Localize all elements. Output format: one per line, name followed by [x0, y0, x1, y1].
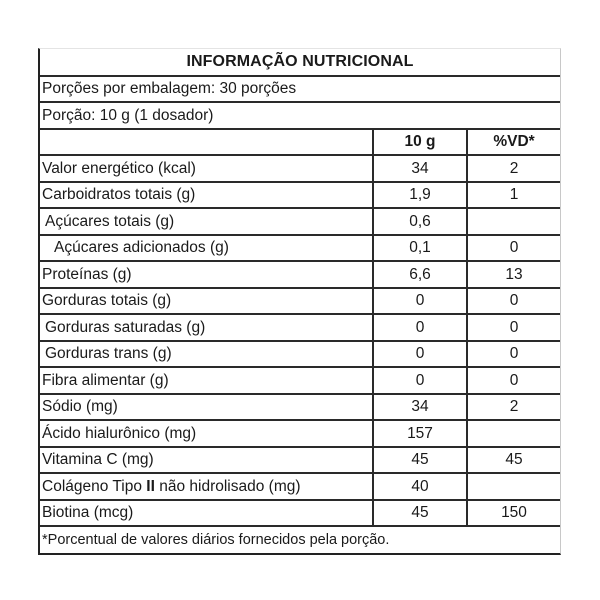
- nutrient-amount: 6,6: [373, 261, 467, 288]
- nutrient-daily-value: [467, 420, 560, 447]
- nutrient-daily-value: 150: [467, 500, 560, 527]
- nutrient-daily-value: 0: [467, 367, 560, 394]
- nutrition-facts-label: [38, 48, 561, 555]
- nutrient-amount: 0: [373, 314, 467, 341]
- nutrient-daily-value: 0: [467, 235, 560, 262]
- table-row: [40, 394, 560, 421]
- nutrient-name: Sódio (mg): [40, 394, 373, 421]
- nutrient-amount: 34: [373, 394, 467, 421]
- nutrient-daily-value: [467, 473, 560, 500]
- servings-per-package: Porções por embalagem: 30 porções: [40, 76, 560, 103]
- nutrient-amount: 0,1: [373, 235, 467, 262]
- serving-size-row: [40, 102, 560, 129]
- table-row: [40, 261, 560, 288]
- nutrient-daily-value: 45: [467, 447, 560, 474]
- table-row: [40, 367, 560, 394]
- label-title: INFORMAÇÃO NUTRICIONAL: [40, 49, 560, 76]
- nutrient-name: Açúcares adicionados (g): [40, 235, 373, 262]
- table-row: [40, 208, 560, 235]
- nutrient-daily-value: 2: [467, 394, 560, 421]
- nutrient-amount: 0: [373, 341, 467, 368]
- serving-size: Porção: 10 g (1 dosador): [40, 102, 560, 129]
- nutrient-name: Gorduras saturadas (g): [40, 314, 373, 341]
- table-row: [40, 155, 560, 182]
- nutrient-daily-value: 2: [467, 155, 560, 182]
- column-header-row: [40, 129, 560, 156]
- nutrient-daily-value: 0: [467, 314, 560, 341]
- table-row: [40, 500, 560, 527]
- nutrient-name-type-numeral: II: [146, 477, 155, 495]
- nutrient-amount: 34: [373, 155, 467, 182]
- column-header-amount: 10 g: [373, 129, 467, 156]
- nutrient-amount: 45: [373, 447, 467, 474]
- table-row: [40, 314, 560, 341]
- column-header-name: [40, 129, 373, 156]
- nutrient-name: Fibra alimentar (g): [40, 367, 373, 394]
- nutrient-name: Açúcares totais (g): [40, 208, 373, 235]
- nutrient-amount: 0: [373, 288, 467, 315]
- table-row: [40, 473, 560, 500]
- table-row: [40, 420, 560, 447]
- nutrient-amount: 45: [373, 500, 467, 527]
- nutrient-name: Proteínas (g): [40, 261, 373, 288]
- nutrient-name: Gorduras trans (g): [40, 341, 373, 368]
- nutrient-daily-value: [467, 208, 560, 235]
- table-row: [40, 341, 560, 368]
- nutrient-amount: 0: [373, 367, 467, 394]
- nutrient-daily-value: 13: [467, 261, 560, 288]
- title-row: [40, 49, 560, 76]
- table-row: [40, 288, 560, 315]
- nutrient-amount: 40: [373, 473, 467, 500]
- nutrient-amount: 157: [373, 420, 467, 447]
- nutrient-name: Valor energético (kcal): [40, 155, 373, 182]
- footnote: *Porcentual de valores diários fornecidos pela porção.: [42, 531, 390, 548]
- nutrient-name: Gorduras totais (g): [40, 288, 373, 315]
- nutrient-daily-value: 0: [467, 288, 560, 315]
- servings-row: [40, 76, 560, 103]
- nutrient-name: Biotina (mcg): [40, 500, 373, 527]
- nutrient-amount: 0,6: [373, 208, 467, 235]
- nutrient-name: Ácido hialurônico (mg): [40, 420, 373, 447]
- nutrient-daily-value: 0: [467, 341, 560, 368]
- nutrition-table: [40, 49, 560, 553]
- nutrient-name-suffix: não hidrolisado (mg): [154, 477, 301, 495]
- nutrient-name: [40, 473, 373, 500]
- table-row: [40, 447, 560, 474]
- footnote-row: [40, 526, 560, 553]
- table-row: [40, 182, 560, 209]
- nutrient-name-prefix: Colágeno Tipo: [42, 477, 147, 495]
- column-header-daily-value: %VD*: [467, 129, 560, 156]
- table-row: [40, 235, 560, 262]
- nutrient-name: Carboidratos totais (g): [40, 182, 373, 209]
- nutrient-name: Vitamina C (mg): [40, 447, 373, 474]
- nutrient-daily-value: 1: [467, 182, 560, 209]
- nutrient-amount: 1,9: [373, 182, 467, 209]
